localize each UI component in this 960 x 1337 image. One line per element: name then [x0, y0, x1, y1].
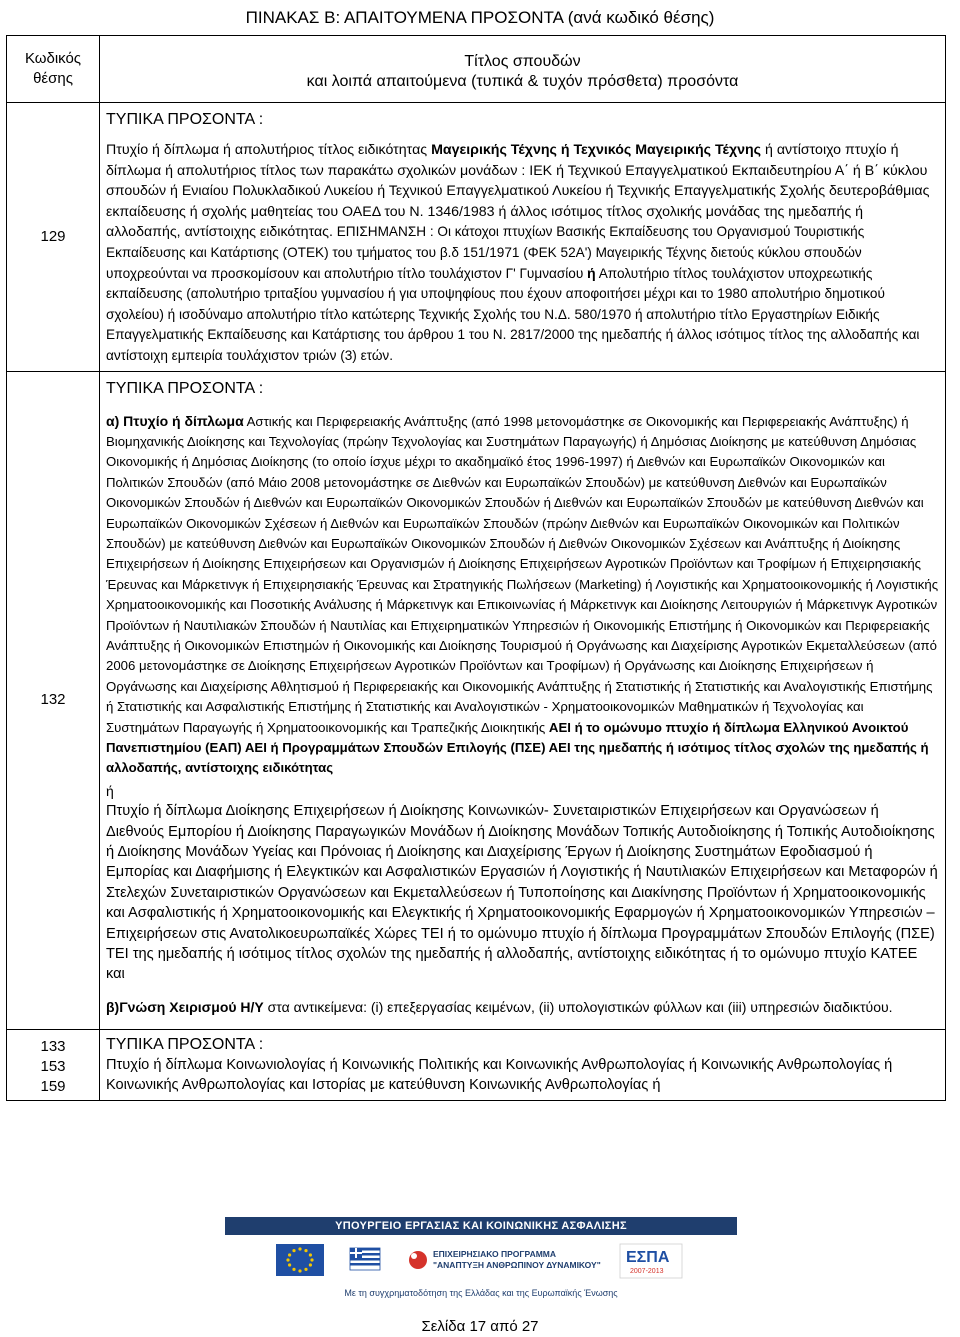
tei-qualification-text: Πτυχίο ή δίπλωμα Διοίκησης Επιχειρήσεων ή Διοίκησης Κοινωνικών- Συνεταιριστικών Επιχειρήσεων και Οργανώσεων ή Διεθνούς Εμπορίου ή Διοίκησης Παραγωγικών Μονάδων ή Διοίκησης Μονάδων Τοπικής Αυτοδιοίκησης ή Τοπικής Αυτοδιοίκησης ή Διοίκησης Μονάδων Υγείας και Πρόνοιας ή Διοίκησης και Διαχείρισης Έργων ή Διοίκησης Συστημάτων Εφοδιασμού ή Εμπορίας και Διαφήμισης ή Ελεγκτικών και Ασφαλιστικών Εργασιών ή Λογιστικής ή Ναυτιλιακών Επιχειρήσεων και Μεταφορών ή Στελεχών Συνεταιριστικών Οργανώσεων και Εκμεταλλεύσεων ή Τυποποίησης και Διακίνησης Προϊόντων ή Χρηματοοικονομικής και Ασφαλιστικής ή Χρηματοοικονομικής και Ελεγκτικής ή Χρηματοοικονομικής Εφαρμογών ή Χρηματοοικονομικών Υπηρεσιών – Επιχειρήσεων στις Ανατολικοευρωπαϊκές Χώρες ΤΕΙ ή το ομώνυμο πτυχίο ή δίπλωμα Προγραμμάτων Σπουδών Επιλογής (ΠΣΕ) ΤΕΙ της ημεδαπής ή ισότιμος τίτλος σχολών της ημεδαπής ή αλλοδαπής, αντίστοιχης ειδικότητας ή το ομώνυμο πτυχίο ΚΑΤΕΕ και: [106, 803, 938, 983]
position-code-cell: [7, 371, 100, 1030]
position-code: 129: [40, 227, 66, 245]
eu-flag-logo: [276, 1244, 324, 1276]
header-title-line1: Τίτλος σπουδών: [464, 53, 581, 70]
or-word: ή: [587, 265, 596, 282]
qualification-text: Πτυχίο ή δίπλωμα Κοινωνιολογίας ή Κοινωνικής Πολιτικής και Κοινωνικής Ανθρωπολογίας ή Κοινωνικής Ανθρωπολογίας ή Κοινωνικής Ανθρωπολογίας και Ιστορίας με κατεύθυνση Κοινωνικής Ανθρωπολογίας ή: [106, 1057, 893, 1094]
funding-logos: [270, 1238, 690, 1284]
qualification-text-part: Πτυχίο ή δίπλωμα ή απολυτήριος τίτλος ειδικότητας: [106, 142, 432, 158]
header-title-line2: και λοιπά απαιτούμενα (τυπικά & τυχόν πρόσθετα) προσόντα: [306, 73, 739, 90]
header-title-cell: [100, 36, 946, 103]
qualification-text-part: ή αντίστοιχο πτυχίο ή δίπλωμα ή απολυτήριος τίτλος των παρακάτω σχολικών μονάδων : ΙΕΚ ή Τεχνικού Επαγγελματικού Εκπαιδευτηρίου Α΄ ή Β΄ κύκλου σπουδών ή Ενιαίου Πολυκλαδικού Λυκείου ή Τεχνικού Επαγγελματικού Λυκείου ή Τεχνικής Επαγγελματικής Σχολής δευτεροβάθμιας εκπαίδευσης ή σχολής μαθητείας του ΟΑΕΔ του Ν. 1346/1983 ή άλλος ισότιμος τίτλος σχολικής μονάδας της ημεδαπής ή αλλοδαπής, αντίστοιχης ειδικότητας.: [106, 142, 930, 241]
qualification-note: ΕΠΙΣΗΜΑΝΣΗ : Οι κάτοχοι πτυχίων Βασικής Εκπαίδευσης του Οργανισμού Τουριστικής Εκπαίδευσης και Κατάρτισης (ΟΤΕΚ) του τμήματος του β.δ 151/1971 (ΦΕΚ 52Α') Μαγειρικής Τέχνης διετούς κύκλου σπουδών υποχρεούνται να προσκομίσουν και απολυτήριο τίτλο τουλάχιστον Γ' Γυμνασίου: [106, 224, 865, 281]
espa-logo: [620, 1244, 682, 1278]
programme-line2: "ΑΝΑΠΤΥΞΗ ΑΝΘΡΩΠΙΝΟΥ ΔΥΝΑΜΙΚΟΥ": [433, 1260, 601, 1270]
page-footer: Σελίδα 17 από 27: [421, 1318, 539, 1335]
qualifications-cell: [100, 1030, 946, 1101]
cofunding-caption: Με τη συγχρηματοδότηση της Ελλάδας και της Ευρωπαϊκής Ένωσης: [344, 1288, 618, 1298]
page-title: ΠΙΝΑΚΑΣ Β: ΑΠΑΙΤΟΥΜΕΝΑ ΠΡΟΣΟΝΤΑ (ανά κωδικό θέσης): [245, 8, 715, 27]
requirements-table: [6, 35, 946, 1101]
qualification-text: [106, 411, 939, 779]
position-code-cell: [7, 1030, 100, 1101]
qualification-text: [106, 140, 939, 367]
typical-qualifications-label: ΤΥΠΙΚΑ ΠΡΟΣΟΝΤΑ :: [106, 111, 264, 128]
typical-qualifications-label: ΤΥΠΙΚΑ ΠΡΟΣΟΝΤΑ :: [106, 1036, 264, 1054]
item-a-bold-text: ΑΕΙ ή το ομώνυμο πτυχίο ή δίπλωμα Ελληνικού Ανοικτού Πανεπιστημίου (ΕΑΠ) ΑΕΙ ή Προγραμμάτων Σπουδών Επιλογής (ΠΣΕ) ΑΕΙ της ημεδαπής ή ισότιμος τίτλος σχολών της ημεδαπής ή αλλοδαπής, αντίστοιχης ειδικότητας: [106, 719, 929, 776]
qualification-text-part: Απολυτήριο τίτλος τουλάχιστον υποχρεωτικής εκπαίδευσης (απολυτήριο τριταξίου γυμνασίου ή για υποψηφίους που έχουν αποφοιτήσει μέχρι και το 1980 απολυτήριο δημοτικού σχολείου) ή ισοδύναμο απολυτήριο τίτλο κατώτερης Τεχνικής Σχολής του Ν.Δ. 580/1970 ή απολυτήριο τίτλο Εργαστηρίων Ειδικής Επαγγελματικής Εκπαίδευσης και Κατάρτισης του άρθρου 1 του Ν. 2817/2000 της ημεδαπής ή άλλος ισότιμος τίτλος της αλλοδαπής και αντίστοιχη εμπειρία τουλάχιστον τριών (3) ετών.: [106, 265, 920, 363]
table-row: [7, 371, 946, 1030]
typical-qualifications-label: ΤΥΠΙΚΑ ΠΡΟΣΟΝΤΑ :: [106, 379, 264, 397]
programme-line1: ΕΠΙΧΕΙΡΗΣΙΑΚΟ ΠΡΟΓΡΑΜΜΑ: [433, 1249, 557, 1259]
operational-programme-logo: [409, 1249, 601, 1270]
ministry-banner: ΥΠΟΥΡΓΕΙΟ ΕΡΓΑΣΙΑΣ ΚΑΙ ΚΟΙΝΩΝΙΚΗΣ ΑΣΦΑΛΙΣΗΣ: [225, 1217, 737, 1235]
qualifications-cell: [100, 103, 946, 372]
position-code: 153: [40, 1057, 66, 1075]
header-code-label: Κωδικός θέσης: [24, 50, 82, 87]
espa-years: 2007-2013: [630, 1268, 664, 1275]
greek-flag-logo: [350, 1248, 380, 1270]
or-line: ή: [106, 782, 114, 799]
espa-label: ΕΣΠΑ: [626, 1249, 670, 1266]
item-b-label: β)Γνώση Χειρισμού Η/Υ: [106, 998, 264, 1015]
position-code: 132: [40, 691, 66, 709]
position-code-cell: [7, 103, 100, 372]
position-code: 133: [40, 1037, 66, 1055]
qualifications-cell: [100, 371, 946, 1030]
position-code: 159: [40, 1077, 66, 1095]
qualification-specialty: Μαγειρικής Τέχνης ή Τεχνικός Μαγειρικής Τέχνης: [431, 142, 762, 158]
item-a-text: Αστικής και Περιφερειακής Ανάπτυξης (από 1998 μετονομάστηκε σε Οικονομικής και Περιφερειακής Ανάπτυξης) ή Βιομηχανικής Διοίκησης και Τεχνολογίας (πρώην Τεχνολογίας και Συστημάτων Παραγωγής) ή Δημόσιας Διοίκησης με κατεύθυνση Δημόσιας Οικονομικής ή Δημόσιας Διοίκησης (το οποίο ίσχυε μέχρι το ακαδημαϊκό έτος 1996-1997) ή Διεθνών και Ευρωπαϊκών Οικονομικών και Πολιτικών Σπουδών (από Μάιο 2008 μετονομάστηκε σε Διεθνών και Ευρωπαϊκών Σπουδών) με κατεύθυνση Διεθνών και Ευρωπαϊκών Οικονομικών Σπουδών ή Διεθνών και Ευρωπαϊκών Οικονομικών Σπουδών ή Διεθνών και Ευρωπαϊκών Σπουδών με κατεύθυνση Διεθνών και Ευρωπαϊκών Οικονομικών Σχέσεων ή Διεθνών και Ευρωπαϊκών Σπουδών (πρώην Διεθνών και Ευρωπαϊκών Οικονομικών και Πολιτικών Σπουδών) με κατεύθυνση Διεθνών και Ευρωπαϊκών Οικονομικών Σπουδών ή Διεθνών Οικονομικών Σχέσεων και Ανάπτυξης ή Διοίκησης Επιχειρήσεων ή Διοίκησης Επιχειρήσεων και Οργανισμών ή Διοίκησης Επιχειρήσεων Αγροτικών Προϊόντων και Τροφίμων ή Επιχειρησιακής Έρευνας και Μάρκετινγκ ή Επιχειρησιακής Έρευνας και Στρατηγικής Πωλήσεων (Marketing) ή Λογιστικής και Χρηματοοικονομικής ή Λογιστικής Χρηματοοικονομικής και Ποσοτικής Ανάλυσης ή Μάρκετινγκ και Επικοινωνίας ή Μάρκετινγκ και Διοίκησης Λειτουργιών ή Μάρκετινγκ Αγροτικών Προϊόντων ή Ναυτιλιακών Σπουδών ή Ναυτιλίας και Επιχειρηματικών Υπηρεσιών ή Οικονομικής Επιστήμης ή Οικονομικών και Περιφερειακής Ανάπτυξης ή Οικονομικών Επιστημών ή Οικονομικής και Διοίκησης Τουρισμού ή Οργάνωσης και Διαχείρισης Αγροτικών Εκμεταλλεύσεων (από 2006 μετονομάστηκε σε Διοίκησης Επιχειρήσεων Αγροτικών Προϊόντων και Τροφίμων) ή Οργάνωσης και Διοίκησης Επιχειρήσεων ή Οργάνωσης και Διαχείρισης Αθλητισμού ή Περιφερειακής και Οικονομικής Ανάπτυξης ή Στατιστικής ή Στατιστικής και Αναλογιστικής Επιστήμης ή Στατιστικής και Ασφαλιστικής Επιστήμης ή Στατιστικής και Αναλογιστικών - Χρηματοοικονομικών Μαθηματικών ή Τεχνολογίας και Συστημάτων Παραγωγής ή Χρηματοοικονομικής και Τραπεζικής Διοικητικής: [106, 413, 939, 735]
item-b-description: στα αντικείμενα: (i) επεξεργασίας κειμένων, (ii) υπολογιστικών φύλλων και (iii) υπηρεσιών διαδικτύου.: [263, 998, 893, 1015]
table-row: [7, 103, 946, 372]
item-a-label: α) Πτυχίο ή δίπλωμα: [106, 412, 244, 429]
table-header-row: [7, 36, 946, 103]
item-b-text: [106, 997, 939, 1017]
table-row: [7, 1030, 946, 1101]
header-code-cell: [7, 36, 100, 103]
funding-logos-graphic: [270, 1238, 690, 1284]
